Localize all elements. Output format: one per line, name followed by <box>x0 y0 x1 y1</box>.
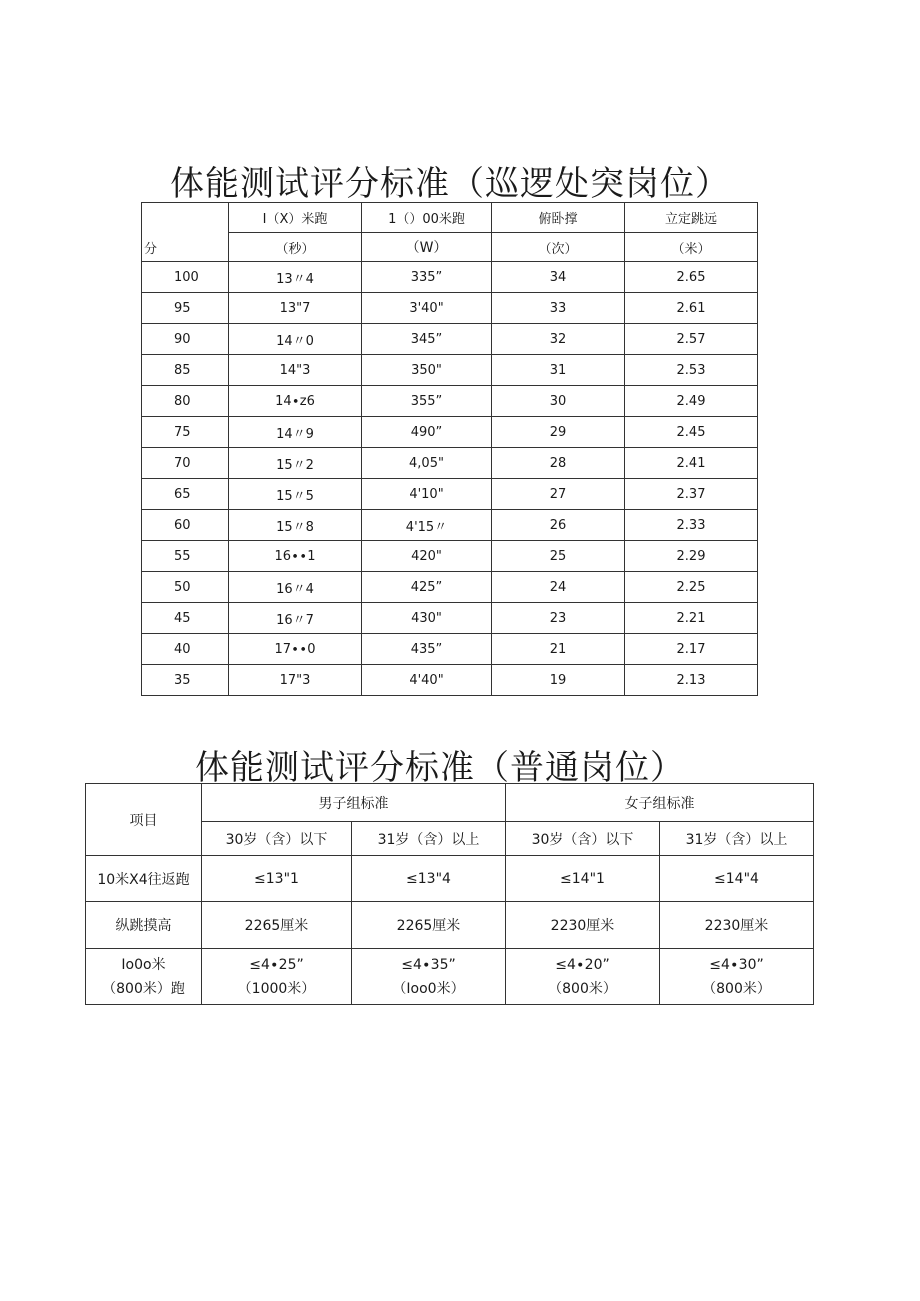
value-cell: 420" <box>362 541 492 572</box>
value-cell: 23 <box>492 603 625 634</box>
distance-run-label-line2: （800米）跑 <box>102 980 185 997</box>
value-cell: 26 <box>492 510 625 541</box>
table-row <box>142 448 758 479</box>
value-cell: 345” <box>362 324 492 355</box>
score-cell: 40 <box>142 634 229 665</box>
score-cell: 90 <box>142 324 229 355</box>
value-cell: 34 <box>492 262 625 293</box>
distance-run-label-line1: Io0o米 <box>121 956 166 973</box>
value-cell: 2.53 <box>625 355 758 386</box>
value-cell: 2.33 <box>625 510 758 541</box>
value-cell: 28 <box>492 448 625 479</box>
patrol-score-table <box>141 202 758 696</box>
value-cell: 16〃7 <box>229 603 362 634</box>
score-cell: 70 <box>142 448 229 479</box>
table-row <box>142 510 758 541</box>
value-cell: 2.13 <box>625 665 758 696</box>
value-cell: 14"3 <box>229 355 362 386</box>
shuttle-run-label: 10米X4往返跑 <box>86 856 202 902</box>
table-row <box>142 324 758 355</box>
value-cell: 2.41 <box>625 448 758 479</box>
distance-run-distance: （800米） <box>702 980 771 997</box>
value-cell: 15〃5 <box>229 479 362 510</box>
distance-run-distance: （800米） <box>548 980 617 997</box>
table-row <box>142 417 758 448</box>
distance-run-value: ≤4∙30” <box>709 956 764 973</box>
vertical-jump-value: 2230厘米 <box>660 902 814 949</box>
value-cell: 17∙∙0 <box>229 634 362 665</box>
value-cell: 31 <box>492 355 625 386</box>
value-cell: 24 <box>492 572 625 603</box>
col-header: 1（）00米跑 <box>362 203 492 233</box>
female-group-header: 女子组标准 <box>506 784 814 822</box>
value-cell: 350" <box>362 355 492 386</box>
distance-run-cell <box>352 949 506 1005</box>
value-cell: 16∙∙1 <box>229 541 362 572</box>
value-cell: 2.49 <box>625 386 758 417</box>
distance-run-cell <box>506 949 660 1005</box>
value-cell: 2.29 <box>625 541 758 572</box>
value-cell: 4'40" <box>362 665 492 696</box>
value-cell: 2.37 <box>625 479 758 510</box>
value-cell: 430" <box>362 603 492 634</box>
table-row <box>142 572 758 603</box>
section2-title: 体能测试评分标准（普通岗位） <box>195 748 685 788</box>
table-row <box>142 541 758 572</box>
value-cell: 2.61 <box>625 293 758 324</box>
score-cell: 80 <box>142 386 229 417</box>
score-cell: 55 <box>142 541 229 572</box>
table-row <box>142 355 758 386</box>
score-cell: 95 <box>142 293 229 324</box>
value-cell: 27 <box>492 479 625 510</box>
distance-run-cell <box>202 949 352 1005</box>
value-cell: 25 <box>492 541 625 572</box>
col-header: I（X）米跑 <box>229 203 362 233</box>
col-header: 立定跳远 <box>625 203 758 233</box>
table-row <box>142 634 758 665</box>
value-cell: 15〃8 <box>229 510 362 541</box>
distance-run-cell <box>660 949 814 1005</box>
value-cell: 490” <box>362 417 492 448</box>
vertical-jump-label: 纵跳摸高 <box>86 902 202 949</box>
table-row <box>142 262 758 293</box>
age-header: 31岁（含）以上 <box>352 822 506 856</box>
col-unit: （次） <box>492 233 625 262</box>
value-cell: 4,05" <box>362 448 492 479</box>
table-row <box>142 665 758 696</box>
distance-run-distance: （1000米） <box>237 980 316 997</box>
distance-run-distance: （Ioo0米） <box>392 980 465 997</box>
value-cell: 435” <box>362 634 492 665</box>
score-cell: 45 <box>142 603 229 634</box>
table-row <box>142 603 758 634</box>
value-cell: 2.65 <box>625 262 758 293</box>
value-cell: 15〃2 <box>229 448 362 479</box>
value-cell: 4'10" <box>362 479 492 510</box>
distance-run-value: ≤4∙20” <box>555 956 610 973</box>
col-unit: （W） <box>362 233 492 262</box>
value-cell: 30 <box>492 386 625 417</box>
value-cell: 14〃9 <box>229 417 362 448</box>
col-header: 俯卧撑 <box>492 203 625 233</box>
value-cell: 2.45 <box>625 417 758 448</box>
table-body <box>142 262 758 696</box>
score-header: 分 <box>142 203 229 262</box>
value-cell: 3'40" <box>362 293 492 324</box>
value-cell: 2.25 <box>625 572 758 603</box>
value-cell: 2.21 <box>625 603 758 634</box>
shuttle-run-value: ≤13"1 <box>202 856 352 902</box>
section1-title: 体能测试评分标准（巡逻处突岗位） <box>170 164 730 204</box>
col-unit: （米） <box>625 233 758 262</box>
age-header: 30岁（含）以下 <box>202 822 352 856</box>
table-row <box>142 386 758 417</box>
score-cell: 60 <box>142 510 229 541</box>
value-cell: 2.17 <box>625 634 758 665</box>
value-cell: 16〃4 <box>229 572 362 603</box>
table-row <box>142 479 758 510</box>
age-header: 30岁（含）以下 <box>506 822 660 856</box>
value-cell: 13"7 <box>229 293 362 324</box>
value-cell: 29 <box>492 417 625 448</box>
distance-run-value: ≤4∙25” <box>249 956 304 973</box>
shuttle-run-value: ≤13"4 <box>352 856 506 902</box>
col-unit: （秒） <box>229 233 362 262</box>
score-cell: 100 <box>142 262 229 293</box>
value-cell: 17"3 <box>229 665 362 696</box>
value-cell: 19 <box>492 665 625 696</box>
value-cell: 14∙z6 <box>229 386 362 417</box>
shuttle-run-value: ≤14"1 <box>506 856 660 902</box>
value-cell: 335” <box>362 262 492 293</box>
score-cell: 85 <box>142 355 229 386</box>
value-cell: 13〃4 <box>229 262 362 293</box>
general-score-table <box>85 783 814 1005</box>
item-header: 项目 <box>86 784 202 856</box>
vertical-jump-value: 2265厘米 <box>352 902 506 949</box>
vertical-jump-value: 2230厘米 <box>506 902 660 949</box>
value-cell: 14〃0 <box>229 324 362 355</box>
distance-run-value: ≤4∙35” <box>401 956 456 973</box>
vertical-jump-value: 2265厘米 <box>202 902 352 949</box>
value-cell: 2.57 <box>625 324 758 355</box>
value-cell: 425” <box>362 572 492 603</box>
distance-run-label <box>86 949 202 1005</box>
value-cell: 32 <box>492 324 625 355</box>
age-header: 31岁（含）以上 <box>660 822 814 856</box>
score-cell: 75 <box>142 417 229 448</box>
value-cell: 4'15〃 <box>362 510 492 541</box>
value-cell: 21 <box>492 634 625 665</box>
score-cell: 65 <box>142 479 229 510</box>
value-cell: 355” <box>362 386 492 417</box>
male-group-header: 男子组标准 <box>202 784 506 822</box>
table-row <box>142 293 758 324</box>
value-cell: 33 <box>492 293 625 324</box>
shuttle-run-value: ≤14"4 <box>660 856 814 902</box>
score-cell: 50 <box>142 572 229 603</box>
score-cell: 35 <box>142 665 229 696</box>
